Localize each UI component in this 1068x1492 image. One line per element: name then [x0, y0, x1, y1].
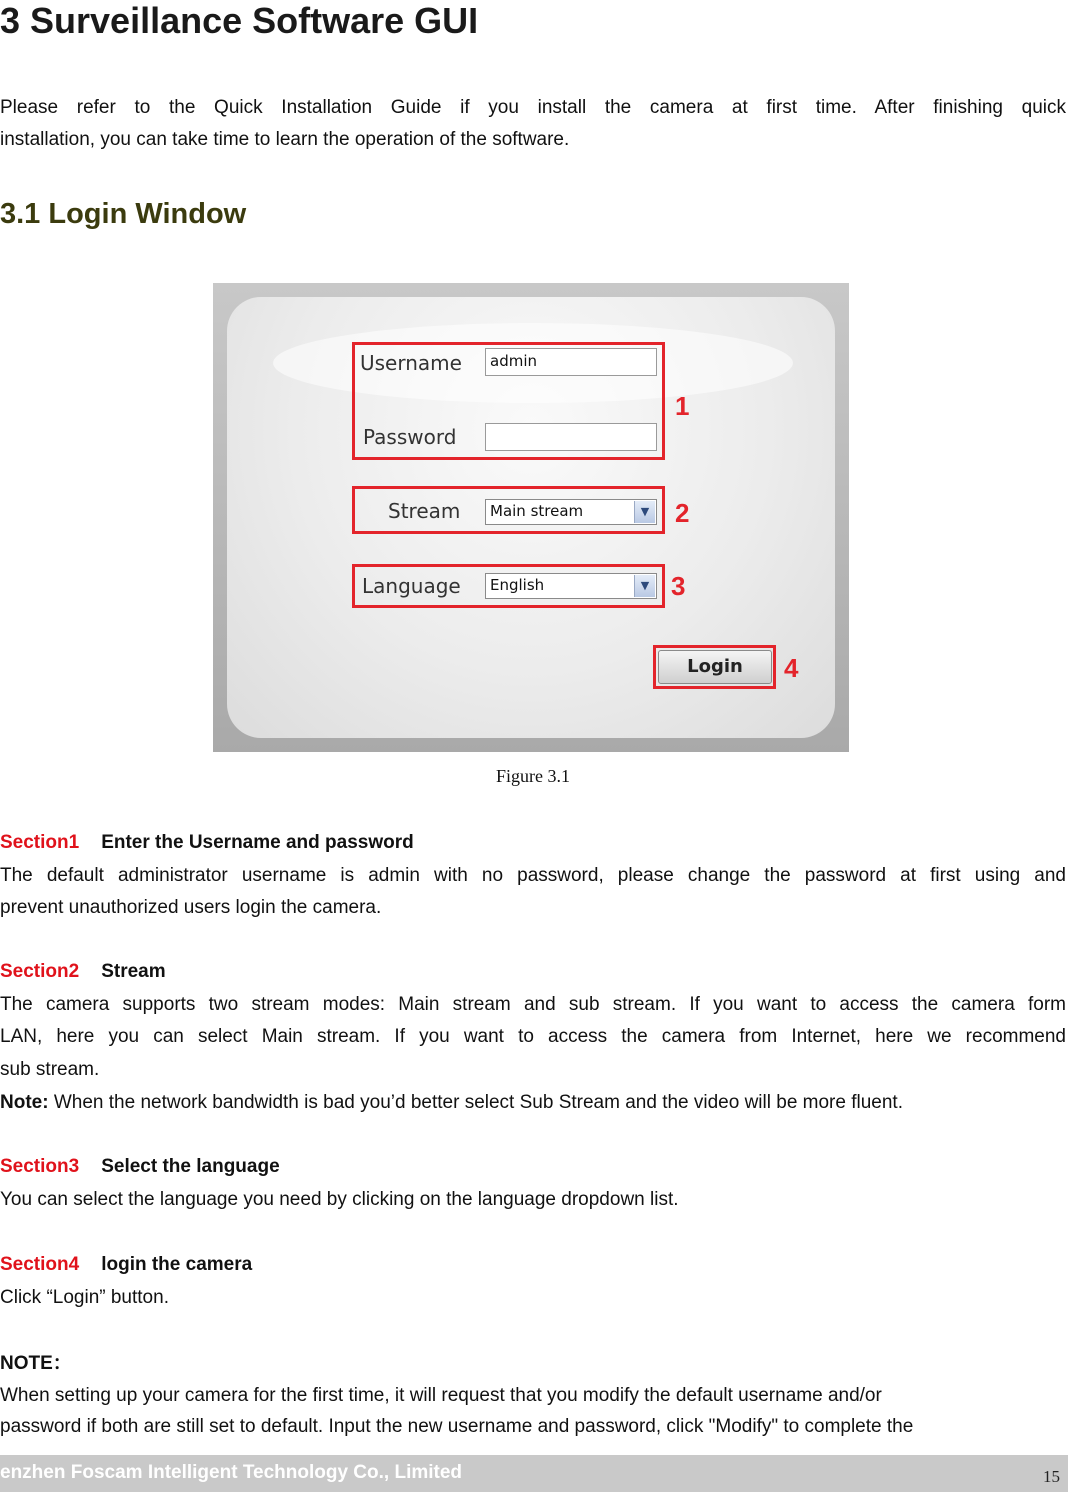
note-label: NOTE： [0, 1353, 72, 1374]
note-line-1: When setting up your camera for the first time, it will request that you modify the default username and/or [0, 1385, 882, 1406]
stream-select[interactable] [485, 499, 657, 525]
section2-note-label: Note: [0, 1092, 49, 1113]
section2-title [0, 958, 166, 986]
language-label: Language [362, 574, 461, 598]
intro-line-1: Please refer to the Quick Installation Guide if you install the camera at first time. After finishing quick [0, 97, 1066, 118]
login-button[interactable]: Login [658, 650, 772, 684]
section2-line-2: LAN, here you can select Main stream. If you want to access the camera from Internet, here we recommend [0, 1026, 1066, 1047]
section2-heading: Stream [101, 961, 166, 982]
marker-3: 3 [671, 571, 686, 601]
marker-1: 1 [675, 391, 690, 421]
section2-note [0, 1087, 1066, 1119]
section3-heading: Select the language [101, 1156, 280, 1177]
password-label: Password [363, 425, 457, 449]
page-heading: 3 Surveillance Software GUI [0, 0, 479, 41]
section4-title [0, 1251, 252, 1279]
page-footer [0, 1455, 1068, 1492]
username-input[interactable]: admin [485, 348, 657, 376]
section1-line-2: prevent unauthorized users login the camera. [0, 897, 382, 918]
section2-note-text: When the network bandwidth is bad you’d better select Sub Stream and the video will be more fluent. [48, 1092, 903, 1113]
section1-title [0, 829, 414, 857]
marker-4: 4 [784, 653, 799, 683]
section1-number: Section1 [0, 832, 80, 853]
marker-2: 2 [675, 498, 690, 528]
language-select[interactable] [485, 573, 657, 599]
figure-caption: Figure 3.1 [496, 766, 570, 786]
password-input[interactable] [485, 423, 657, 451]
section1-line-1: The default administrator username is admin with no password, please change the password at first using and [0, 865, 1066, 886]
section4-heading: login the camera [101, 1254, 253, 1275]
section1-heading: Enter the Username and password [101, 832, 414, 853]
stream-select-value: Main stream [490, 502, 584, 520]
login-window-figure [213, 283, 849, 752]
chevron-down-icon: ▼ [634, 501, 655, 523]
section3-title [0, 1153, 280, 1181]
section2-line-1: The camera supports two stream modes: Main stream and sub stream. If you want to access the camera form [0, 994, 1066, 1015]
section2-line-3: sub stream. [0, 1059, 100, 1080]
note-line-2: password if both are still set to default. Input the new username and password, click "Modify" to complete the [0, 1416, 914, 1437]
stream-label: Stream [388, 499, 461, 523]
footer-company: enzhen Foscam Intelligent Technology Co., Limited [0, 1462, 463, 1483]
chevron-down-icon: ▼ [634, 575, 655, 597]
section4-line-1: Click “Login” button. [0, 1287, 169, 1308]
section3-number: Section3 [0, 1156, 80, 1177]
section2-number: Section2 [0, 961, 80, 982]
page-number: 15 [1043, 1467, 1060, 1486]
section3-line-1: You can select the language you need by clicking on the language dropdown list. [0, 1189, 679, 1210]
section-heading: 3.1 Login Window [0, 198, 247, 230]
intro-line-2: installation, you can take time to learn the operation of the software. [0, 129, 570, 150]
username-label: Username [360, 351, 462, 375]
section4-number: Section4 [0, 1254, 80, 1275]
language-select-value: English [490, 576, 545, 594]
